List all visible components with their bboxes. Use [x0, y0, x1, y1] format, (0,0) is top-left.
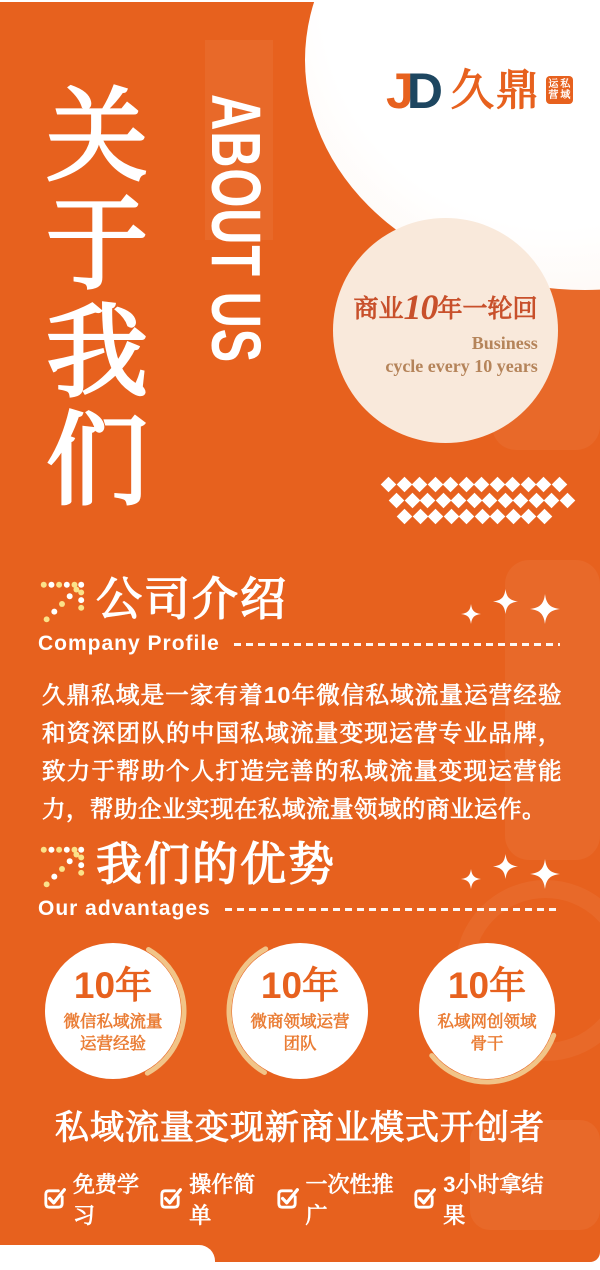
sparkle-icon — [530, 859, 560, 889]
checklist-item: 一次性推广 — [275, 1168, 413, 1230]
logo-badge — [546, 76, 573, 104]
checklist — [42, 1168, 562, 1230]
diamond-dot — [505, 509, 521, 525]
tagline: 私域流量变现新商业模式开创者 — [55, 1109, 545, 1147]
diamond-dot — [551, 477, 567, 493]
section-title: 我们的优势 — [96, 838, 336, 890]
sparkle-icon — [493, 854, 518, 879]
diamond-dot — [427, 477, 443, 493]
diamond-dot — [428, 509, 444, 525]
advantage-circles — [38, 936, 562, 1086]
diamond-dot — [459, 509, 475, 525]
diamond-dot — [544, 493, 560, 509]
logo-name: 久鼎 — [450, 66, 541, 115]
sparkle-icon — [530, 594, 560, 624]
section-subtitle: Our advantages — [38, 897, 211, 920]
advantage-circle-3 — [412, 936, 562, 1086]
diamond-dot — [505, 477, 521, 493]
diamond-dot — [389, 493, 405, 509]
checkbox-check-icon — [42, 1187, 66, 1211]
sparkle-icons — [461, 575, 560, 624]
diamond-dot — [521, 509, 537, 525]
sparkle-icon — [493, 589, 518, 614]
diamond-pattern — [383, 477, 577, 525]
cycle-line-cn: 商业10年一轮回 — [353, 287, 538, 327]
diamond-dot — [536, 477, 552, 493]
sparkle-icons — [461, 840, 560, 889]
advantage-value: 10年 — [73, 965, 153, 1007]
diamond-dot — [412, 477, 428, 493]
company-description: 久鼎私域是一家有着10年微信私域流量运营经验和资深团队的中国私域流量变现运营专业品牌，致力于帮助个人打造完善的私域流量变现运营能力，帮助企业实现在私域流量领域的商业运作。 — [42, 682, 562, 823]
advantage-label: 私域网创领域 骨干 — [437, 1013, 537, 1053]
diamond-dot — [412, 509, 428, 525]
advantage-circle-1 — [38, 936, 188, 1086]
diamond-dot — [404, 493, 420, 509]
diamond-dot — [451, 493, 467, 509]
diamond-dot — [474, 477, 490, 493]
diamond-dot — [381, 477, 397, 493]
section-company-profile — [38, 575, 560, 656]
section-subtitle: Company Profile — [38, 632, 220, 655]
diamond-dot — [497, 493, 513, 509]
section-advantages — [38, 840, 560, 921]
diamond-dot — [489, 477, 505, 493]
diamond-dot — [513, 493, 529, 509]
checklist-item: 操作简单 — [158, 1168, 274, 1230]
sparkle-icon — [461, 604, 481, 624]
checklist-item: 免费学习 — [42, 1168, 158, 1230]
diamond-dot — [528, 493, 544, 509]
cycle-line-en: Business cycle every 10 years — [385, 333, 538, 376]
page-title-en: ABOUT US — [197, 94, 275, 363]
advantage-circle-2 — [225, 936, 375, 1086]
diamond-dot — [420, 493, 436, 509]
diamond-dot — [520, 477, 536, 493]
diamond-dot — [474, 509, 490, 525]
advantage-value: 10年 — [260, 965, 340, 1007]
diamond-dot — [396, 477, 412, 493]
bottom-white-notch — [0, 1245, 215, 1262]
diamond-dot — [443, 509, 459, 525]
advantage-value: 10年 — [447, 965, 527, 1007]
advantage-label: 微商领域运营 团队 — [250, 1013, 350, 1053]
sparkle-icon — [461, 869, 481, 889]
dashed-line — [225, 908, 560, 911]
diamond-dot — [490, 509, 506, 525]
checkbox-check-icon — [158, 1187, 182, 1211]
diamond-dot — [466, 493, 482, 509]
diamond-dot — [397, 509, 413, 525]
checkbox-check-icon — [412, 1187, 436, 1211]
diamond-dot — [559, 493, 575, 509]
logo-badge-col-left: 运营 — [548, 79, 559, 101]
dotted-arrow-icon — [38, 844, 86, 892]
diamond-dot — [536, 509, 552, 525]
business-cycle-circle — [333, 218, 558, 443]
advantage-label: 微信私域流量 运营经验 — [63, 1013, 163, 1053]
diamond-dot — [435, 493, 451, 509]
logo-mark-d: D — [406, 63, 443, 119]
section-title: 公司介绍 — [96, 573, 288, 625]
logo-mark-j: J — [386, 63, 411, 119]
checklist-item: 3小时拿结果 — [412, 1168, 562, 1230]
diamond-dot — [458, 477, 474, 493]
page-title-cn: 关于我们 — [32, 82, 146, 514]
page-title-en-strip — [198, 94, 273, 494]
checkbox-check-icon — [275, 1187, 299, 1211]
dotted-arrow-icon — [38, 579, 86, 627]
diamond-dot — [482, 493, 498, 509]
diamond-dot — [443, 477, 459, 493]
dashed-line — [234, 643, 560, 646]
brand-logo — [386, 63, 573, 119]
logo-badge-col-right: 私域 — [560, 79, 571, 101]
